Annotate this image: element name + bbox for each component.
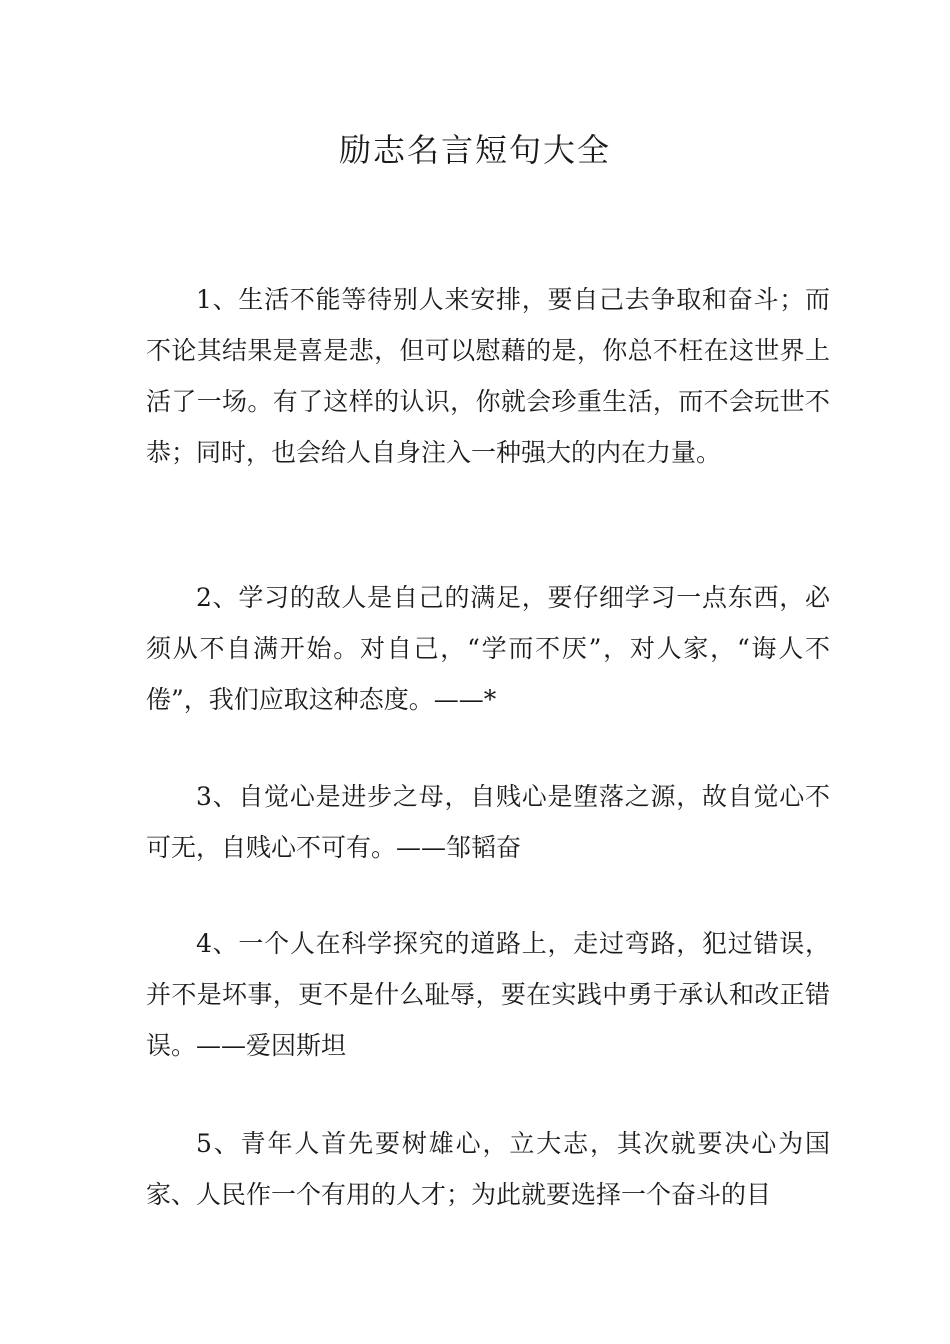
quote-paragraph-1: 1、生活不能等待别人来安排，要自己去争取和奋斗；而不论其结果是喜是悲，但可以慰藉的是，你总不枉在这世界上活了一场。有了这样的认识，你就会珍重生活，而不会玩世不恭；同时，也会给人自身注入一种强大的内在力量。	[146, 285, 830, 467]
quote-paragraph-3: 3、自觉心是进步之母，自贱心是堕落之源，故自觉心不可无，自贱心不可有。——邹韬奋	[146, 782, 830, 862]
quote-paragraph-5: 5、青年人首先要树雄心，立大志，其次就要决心为国家、人民作一个有用的人才；为此就要选择一个奋斗的目	[146, 1129, 830, 1209]
document-title: 励志名言短句大全	[338, 131, 611, 169]
quote-paragraph-2: 2、学习的敌人是自己的满足，要仔细学习一点东西，必须从不自满开始。对自己，“学而不厌”，对人家，“诲人不倦”，我们应取这种态度。——*	[146, 583, 830, 714]
quote-paragraph-4: 4、一个人在科学探究的道路上，走过弯路，犯过错误，并不是坏事，更不是什么耻辱，要在实践中勇于承认和改正错误。——爱因斯坦	[146, 929, 830, 1060]
